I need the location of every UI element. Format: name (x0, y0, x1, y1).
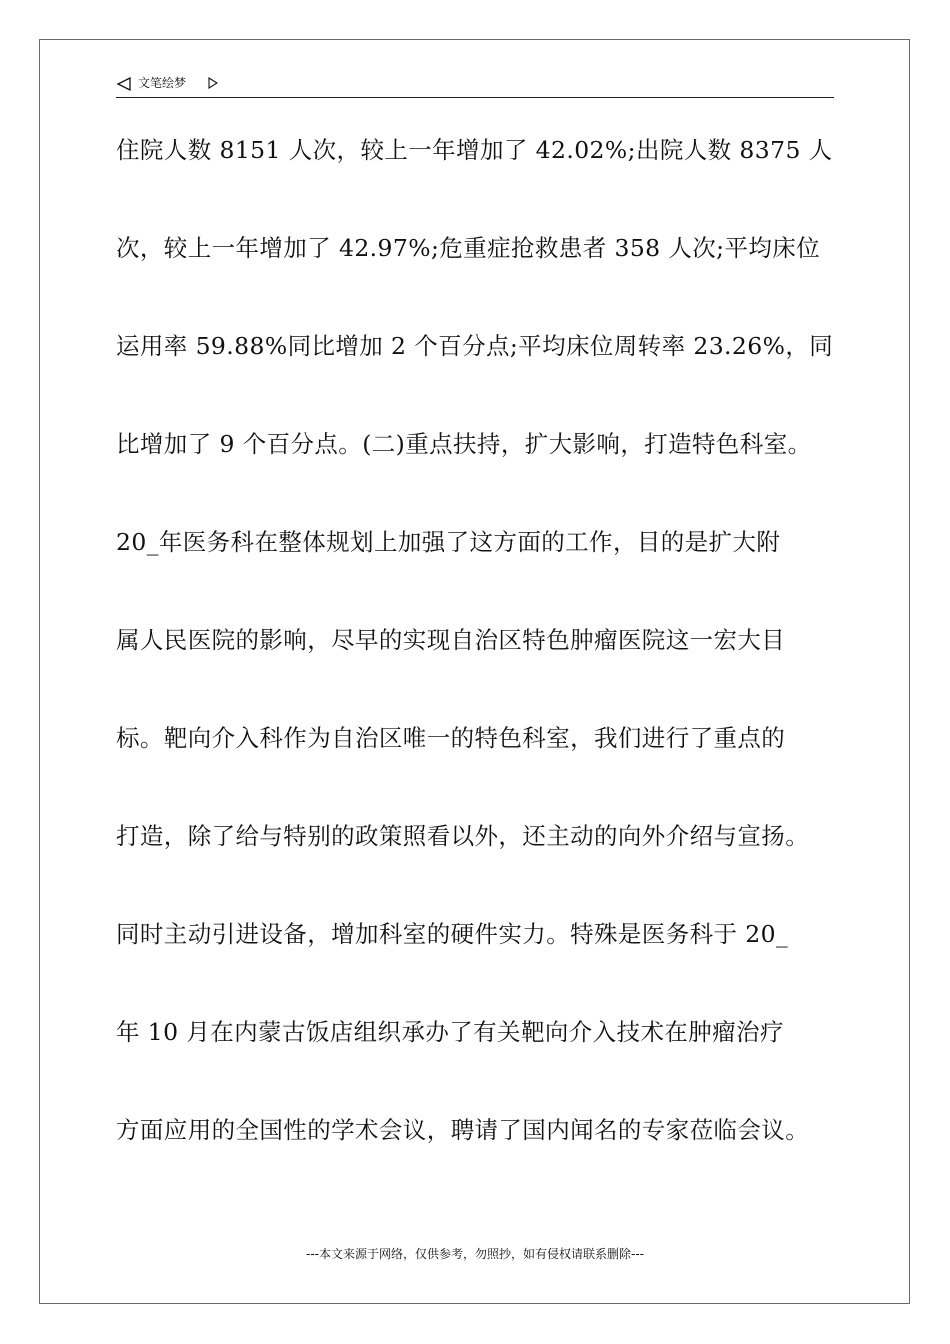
page-header (116, 72, 834, 98)
footer-disclaimer: ---本文来源于网络，仅供参考，勿照抄，如有侵权请联系删除--- (306, 1247, 644, 1261)
left-triangle-outline-icon (116, 76, 132, 92)
text-line-1: 住院人数 8151 人次，较上一年增加了 42.02%;出院人数 8375 人 (116, 136, 833, 164)
right-triangle-outline-icon (208, 77, 218, 89)
text-line-7: 标。靶向介入科作为自治区唯一的特色科室，我们进行了重点的 (116, 724, 786, 752)
text-line-3: 运用率 59.88%同比增加 2 个百分点;平均床位周转率 23.26%，同 (116, 332, 834, 360)
text-line-6: 属人民医院的影响，尽早的实现自治区特色肿瘤医院这一宏大目 (116, 626, 786, 654)
text-line-10: 年 10 月在内蒙古饭店组织承办了有关靶向介入技术在肿瘤治疗 (116, 1018, 784, 1046)
text-line-9: 同时主动引进设备，增加科室的硬件实力。特殊是医务科于 20_ (116, 920, 789, 948)
text-line-4: 比增加了 9 个百分点。(二)重点扶持，扩大影响，打造特色科室。 (116, 430, 812, 458)
text-line-8: 打造，除了给与特别的政策照看以外，还主动的向外介绍与宣扬。 (116, 822, 810, 850)
text-line-5: 20_年医务科在整体规划上加强了这方面的工作，目的是扩大附 (116, 528, 781, 556)
text-line-11: 方面应用的全国性的学术会议，聘请了国内闻名的专家莅临会议。 (116, 1116, 810, 1144)
header-title: 文笔绘梦 (138, 76, 187, 90)
text-line-2: 次，较上一年增加了 42.97%;危重症抢救患者 358 人次;平均床位 (116, 234, 821, 262)
